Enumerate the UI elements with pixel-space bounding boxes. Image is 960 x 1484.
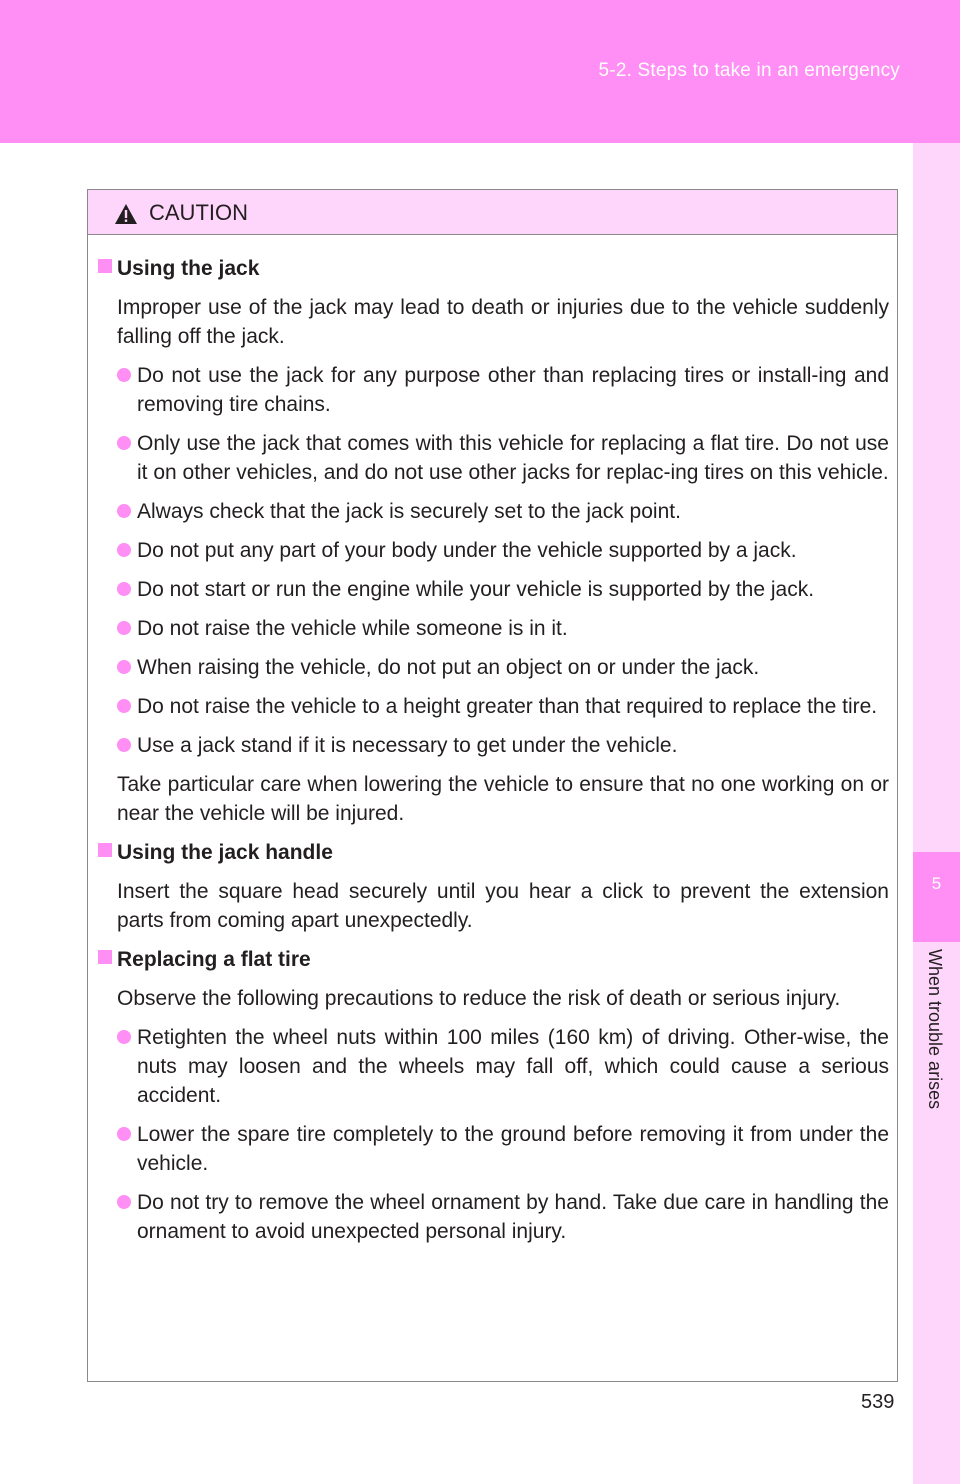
bullet-text: Do not start or run the engine while your vehicle is supported by the jack. [137, 578, 815, 601]
bullet-item [98, 1023, 889, 1110]
bullet-text: When raising the vehicle, do not put an object on or under the jack. [137, 656, 760, 679]
bullet-text: Do not try to remove the wheel ornament by hand. Take due care in handling the ornament to avoid unexpected personal injury. [137, 1191, 889, 1243]
round-bullet-icon [117, 1030, 131, 1044]
section-heading [98, 838, 889, 867]
chapter-side-tab [913, 143, 960, 1484]
bullet-item [98, 361, 889, 419]
page-number: 539 [861, 1391, 895, 1413]
bullet-text: Always check that the jack is securely set to the jack point. [137, 500, 681, 523]
chapter-title [921, 941, 951, 1151]
section-outro: Take particular care when lowering the vehicle to ensure that no one working on or near the vehicle will be injured. [117, 773, 889, 825]
bullet-text: Use a jack stand if it is necessary to get under the vehicle. [137, 734, 678, 757]
bullet-item [98, 1188, 889, 1246]
bullet-text: Do not raise the vehicle to a height greater than that required to replace the tire. [137, 695, 878, 718]
caution-box [87, 189, 898, 1382]
section-heading-text: Using the jack handle [117, 841, 333, 864]
round-bullet-icon [117, 582, 131, 596]
bullet-text: Do not raise the vehicle while someone is in it. [137, 617, 568, 640]
page-header [0, 0, 960, 143]
bullet-text: Only use the jack that comes with this vehicle for replacing a flat tire. Do not use it on other vehicles, and do not use other jacks for replac-ing tires on this vehicle. [137, 432, 889, 484]
section-heading [98, 254, 889, 283]
bullet-item [98, 497, 889, 526]
caution-label: CAUTION [149, 200, 248, 225]
round-bullet-icon [117, 1195, 131, 1209]
caution-content [98, 254, 889, 1256]
bullet-item [98, 1120, 889, 1178]
square-bullet-icon [98, 843, 112, 857]
round-bullet-icon [117, 543, 131, 557]
bullet-text: Do not put any part of your body under the vehicle supported by a jack. [137, 539, 797, 562]
bullet-text: Retighten the wheel nuts within 100 miles (160 km) of driving. Other-wise, the nuts may loosen and the wheels may fall off, which could cause a serious accident. [137, 1026, 889, 1107]
round-bullet-icon [117, 621, 131, 635]
bullet-item [98, 653, 889, 682]
warning-triangle-icon [114, 203, 138, 225]
caution-header [88, 190, 897, 235]
round-bullet-icon [117, 660, 131, 674]
round-bullet-icon [117, 504, 131, 518]
bullet-item [98, 429, 889, 487]
chapter-number-block [913, 852, 960, 942]
bullet-text: Do not use the jack for any purpose other than replacing tires or install-ing and removing tire chains. [137, 364, 889, 416]
round-bullet-icon [117, 699, 131, 713]
chapter-title-text: When trouble arises [925, 949, 945, 1110]
bullet-item [98, 692, 889, 721]
section-intro: Insert the square head securely until you hear a click to prevent the extension parts from coming apart unexpectedly. [117, 880, 889, 932]
section-heading-text: Replacing a flat tire [117, 948, 311, 971]
bullet-text: Lower the spare tire completely to the ground before removing it from under the vehicle. [137, 1123, 889, 1175]
section-heading-text: Using the jack [117, 257, 260, 280]
bullet-item [98, 575, 889, 604]
section-intro: Improper use of the jack may lead to death or injuries due to the vehicle suddenly falling off the jack. [117, 296, 889, 348]
bullet-item [98, 614, 889, 643]
bullet-item [98, 731, 889, 760]
round-bullet-icon [117, 1127, 131, 1141]
square-bullet-icon [98, 259, 112, 273]
round-bullet-icon [117, 436, 131, 450]
section-title: 5-2. Steps to take in an emergency [598, 60, 900, 81]
section-heading [98, 945, 889, 974]
section-intro: Observe the following precautions to reduce the risk of death or serious injury. [117, 987, 841, 1010]
chapter-number: 5 [931, 874, 942, 893]
bullet-item [98, 536, 889, 565]
square-bullet-icon [98, 950, 112, 964]
round-bullet-icon [117, 368, 131, 382]
round-bullet-icon [117, 738, 131, 752]
